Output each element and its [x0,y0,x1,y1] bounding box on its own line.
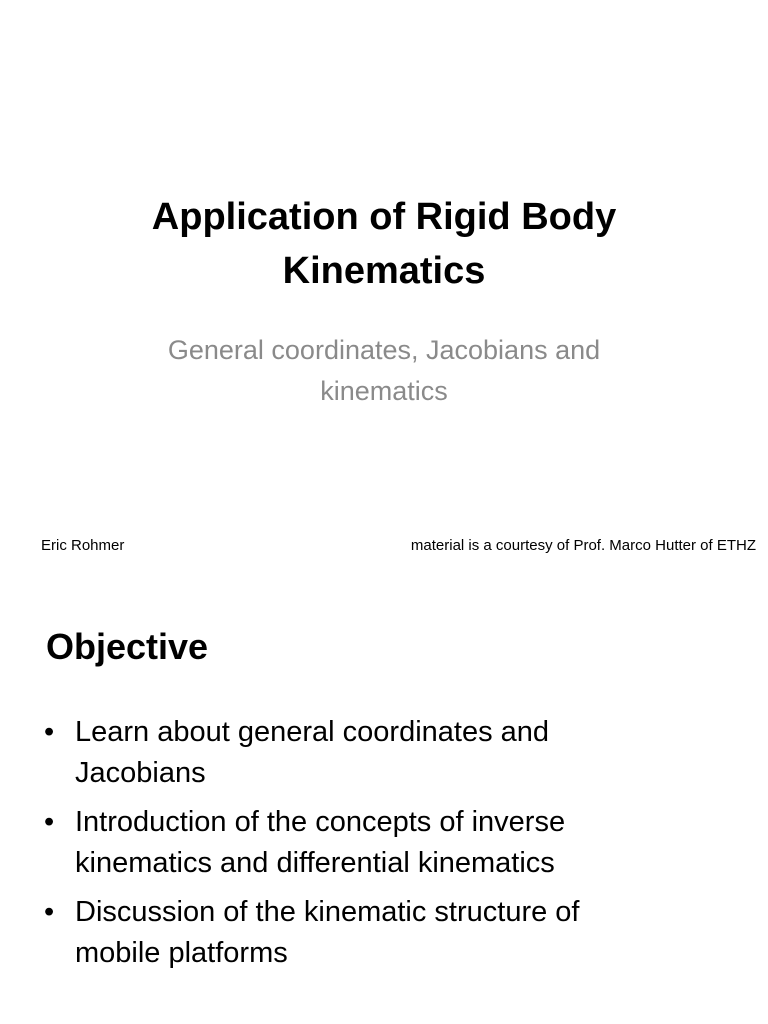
slide-subtitle [84,330,684,412]
list-item [44,892,744,974]
material-credit: material is a courtesy of Prof. Marco Hutter of ETHZ [410,537,756,554]
bullet-text-line-2: mobile platforms [75,937,288,969]
slide-title-line-1: Application of Rigid Body [151,196,617,238]
slide-subtitle-line-1: General coordinates, Jacobians and [167,335,601,365]
bullet-text-line-1: Introduction of the concepts of inverse [75,806,566,838]
bullet-text-line-2: kinematics and differential kinematics [75,847,555,879]
objective-heading: Objective [46,626,209,667]
slide-title [84,190,684,298]
objective-slide [0,576,768,1024]
slide-title-line-2: Kinematics [282,250,486,292]
bullet-icon: • [44,896,55,928]
list-item [44,802,744,884]
bullet-text-line-1: Discussion of the kinematic structure of [75,896,580,928]
bullet-icon: • [44,716,55,748]
bullet-text-line-2: Jacobians [75,757,206,789]
objective-list [44,712,744,982]
list-item [44,712,744,794]
slide-subtitle-line-2: kinematics [320,376,448,406]
bullet-text-line-1: Learn about general coordinates and [75,716,550,748]
bullet-icon: • [44,806,55,838]
author-name: Eric Rohmer [41,537,125,554]
